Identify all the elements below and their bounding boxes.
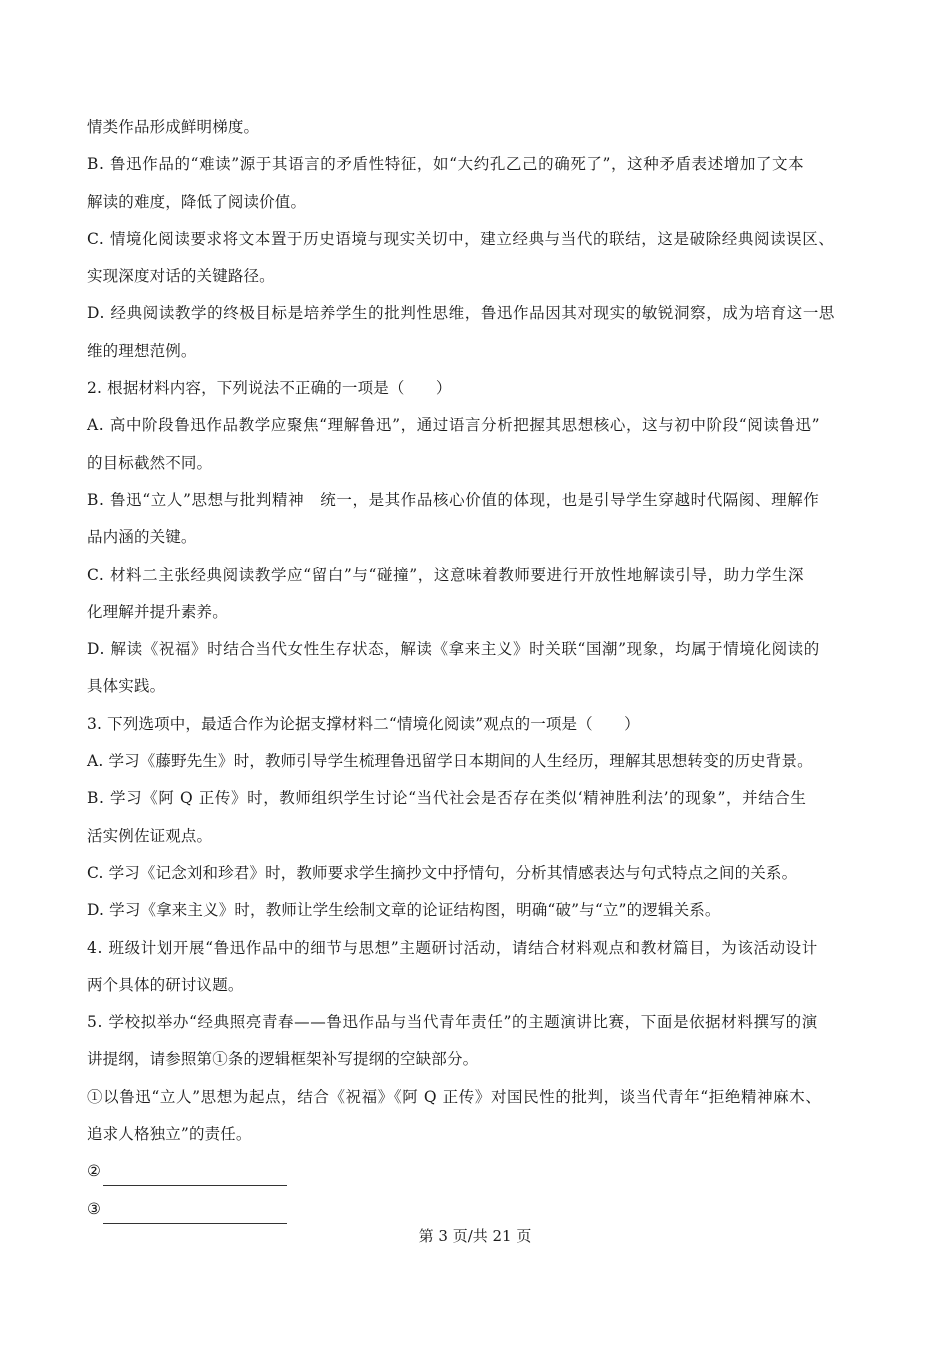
text-line: 两个具体的研讨议题。 <box>87 975 244 994</box>
text-line: 的目标截然不同。 <box>87 453 213 472</box>
page-footer: 第 3 页/共 21 页 <box>418 1227 532 1245</box>
option-d-q1: D. 经典阅读教学的终极目标是培养学生的批判性思维，鲁迅作品因其对现实的敏锐洞察，成为培育这一思 <box>87 304 836 323</box>
text-line: 品内涵的关键。 <box>87 528 197 547</box>
option-b-q3: B. 学习《阿 Q 正传》时，教师组织学生讨论“当代社会是否存在类似‘精神胜利法’的现象”，并结合生 <box>87 789 807 808</box>
question-2: 2. 根据材料内容，下列说法不正确的一项是（ ） <box>87 379 452 398</box>
option-b-q2: B. 鲁迅“立人”思想与批判精神 统一，是其作品核心价值的体现，也是引导学生穿越时代隔阂、理解作 <box>87 490 820 509</box>
outline-item-1: ①以鲁迅“立人”思想为起点，结合《祝福》《阿 Q 正传》对国民性的批判，谈当代青年“拒绝精神麻木、 <box>87 1087 822 1106</box>
option-a-q2: A. 高中阶段鲁迅作品教学应聚焦“理解鲁迅”，通过语言分析把握其思想核心，这与初中阶段“阅读鲁迅” <box>87 416 821 435</box>
text-line: 具体实践。 <box>87 677 166 696</box>
option-b-q1: B. 鲁迅作品的“难读”源于其语言的矛盾性特征，如“大约孔乙己的确死了”，这种矛盾表述增加了文本 <box>87 155 805 174</box>
text-line: 解读的难度，降低了阅读价值。 <box>87 192 307 211</box>
option-d-q3: D. 学习《拿来主义》时，教师让学生绘制文章的论证结构图，明确“破”与“立”的逻辑关系。 <box>87 901 721 920</box>
option-c-q3: C. 学习《记念刘和珍君》时，教师要求学生摘抄文中抒情句，分析其情感表达与句式特点之间的关系。 <box>87 863 798 882</box>
question-3: 3. 下列选项中，最适合作为论据支撑材料二“情境化阅读”观点的一项是（ ） <box>87 714 640 733</box>
outline-item-2-marker: ② <box>87 1162 102 1181</box>
option-a-q3: A. 学习《藤野先生》时，教师引导学生梳理鲁迅留学日本期间的人生经历，理解其思想转变的历史背景。 <box>87 752 813 771</box>
text-line: 活实例佐证观点。 <box>87 826 213 845</box>
text-line: 情类作品形成鲜明梯度。 <box>87 118 260 136</box>
option-d-q2: D. 解读《祝福》时结合当代女性生存状态，解读《拿来主义》时关联“国潮”现象，均属于情境化阅读的 <box>87 640 820 659</box>
answer-blank-3[interactable] <box>103 1203 287 1224</box>
question-5: 5. 学校拟举办“经典照亮青春——鲁迅作品与当代青年责任”的主题演讲比赛，下面是依据材料撰写的演 <box>87 1013 818 1032</box>
question-4: 4. 班级计划开展“鲁迅作品中的细节与思想”主题研讨活动，请结合材料观点和教材篇目，为该活动设计 <box>87 938 818 957</box>
outline-item-2 <box>87 1156 867 1193</box>
text-line: 维的理想范例。 <box>87 341 197 360</box>
option-c-q1: C. 情境化阅读要求将文本置于历史语境与现实关切中，建立经典与当代的联结，这是破除经典阅读误区、 <box>87 229 835 248</box>
document-body <box>87 112 867 1231</box>
text-line: 追求人格独立”的责任。 <box>87 1125 252 1144</box>
text-line: 实现深度对话的关键路径。 <box>87 267 275 286</box>
text-line: 化理解并提升素养。 <box>87 602 228 621</box>
option-c-q2: C. 材料二主张经典阅读教学应“留白”与“碰撞”，这意味着教师要进行开放性地解读引导，助力学生深 <box>87 565 805 584</box>
outline-item-3-marker: ③ <box>87 1199 102 1218</box>
text-line: 讲提纲，请参照第①条的逻辑框架补写提纲的空缺部分。 <box>87 1050 479 1069</box>
answer-blank-2[interactable] <box>103 1165 287 1186</box>
